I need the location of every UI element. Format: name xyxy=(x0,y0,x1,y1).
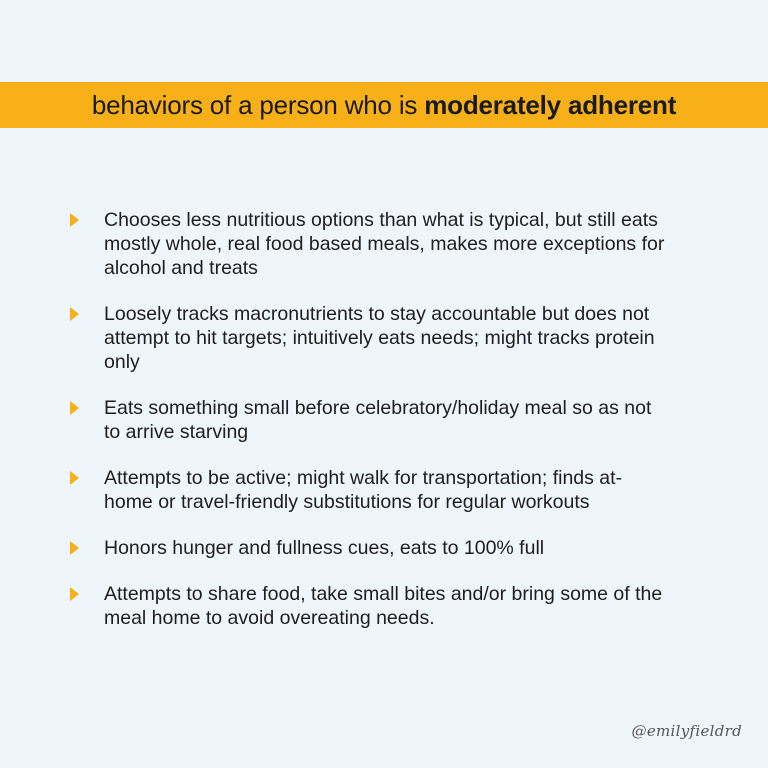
triangle-right-icon xyxy=(70,541,79,555)
list-item-text: Attempts to share food, take small bites and/or bring some of the meal home to avoid overeating needs. xyxy=(104,583,663,629)
list-item xyxy=(70,302,670,374)
list-item xyxy=(70,396,670,444)
list-item xyxy=(70,536,670,560)
triangle-right-icon xyxy=(70,401,79,415)
triangle-right-icon xyxy=(70,587,79,601)
behavior-list xyxy=(70,208,670,652)
list-item xyxy=(70,466,670,514)
triangle-right-icon xyxy=(70,213,79,227)
page-title-regular: behaviors of a person who is xyxy=(91,89,425,120)
list-item-text: Chooses less nutritious options than what is typical, but still eats mostly whole, real food based meals, makes more exceptions for alcohol and treats xyxy=(104,209,665,279)
list-item-text: Eats something small before celebratory/holiday meal so as not to arrive starving xyxy=(104,397,652,443)
page-title-bold: moderately adherent xyxy=(424,89,677,120)
header-banner xyxy=(0,82,768,128)
list-item-text: Loosely tracks macronutrients to stay accountable but does not attempt to hit targets; intuitively eats needs; might tracks protein only xyxy=(104,303,655,373)
triangle-right-icon xyxy=(70,471,79,485)
list-item-text: Attempts to be active; might walk for transportation; finds at-home or travel-friendly substitutions for regular workouts xyxy=(104,467,623,513)
page-title xyxy=(92,90,676,121)
triangle-right-icon xyxy=(70,307,79,321)
list-item-text: Honors hunger and fullness cues, eats to 100% full xyxy=(104,537,545,559)
author-handle: @emilyfieldrd xyxy=(631,722,742,740)
list-item xyxy=(70,208,670,280)
list-item xyxy=(70,582,670,630)
